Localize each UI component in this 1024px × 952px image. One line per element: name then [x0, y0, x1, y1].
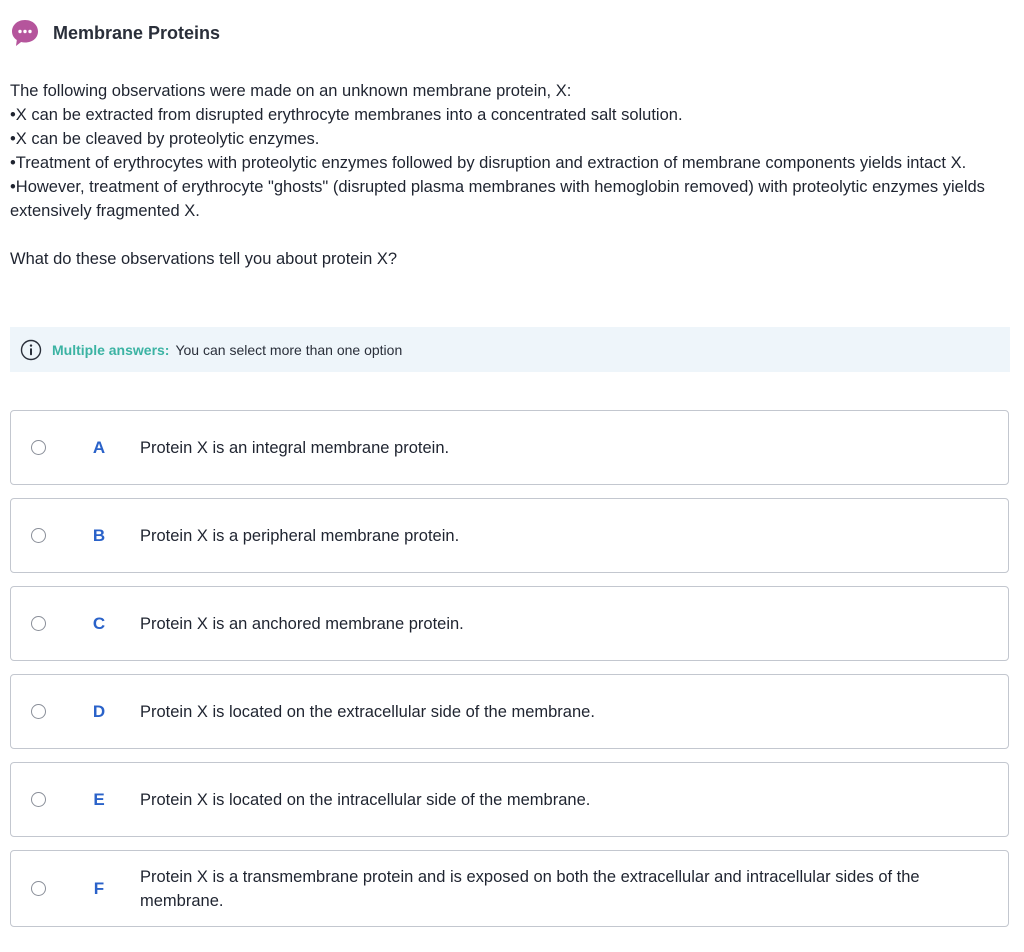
- option-text: Protein X is an integral membrane protein.: [140, 438, 450, 457]
- radio-button[interactable]: [31, 440, 46, 455]
- question-body: [10, 79, 1010, 271]
- observation-item: •X can be cleaved by proteolytic enzymes.: [10, 130, 320, 148]
- observation-item: •However, treatment of erythrocyte "ghosts" (disrupted plasma membranes with hemoglobin removed) with proteolytic enzymes yields extensively fragmented X.: [10, 178, 985, 220]
- chat-bubble-icon: [10, 18, 40, 48]
- option-text: Protein X is located on the intracellular side of the membrane.: [140, 790, 591, 809]
- option-letter: A: [92, 437, 106, 457]
- option-text: Protein X is a transmembrane protein and is exposed on both the extracellular and intracellular sides of the membrane.: [140, 867, 920, 910]
- observation-item: •X can be extracted from disrupted erythrocyte membranes into a concentrated salt solution.: [10, 106, 683, 124]
- answer-option-f[interactable]: [10, 850, 1009, 927]
- answer-option-d[interactable]: [10, 674, 1009, 749]
- answer-option-a[interactable]: [10, 410, 1009, 485]
- question-intro: The following observations were made on an unknown membrane protein, X:: [10, 82, 572, 100]
- question-prompt: What do these observations tell you about protein X?: [10, 250, 398, 268]
- option-letter: B: [92, 525, 106, 545]
- option-text: Protein X is an anchored membrane protein.: [140, 614, 464, 633]
- answer-option-b[interactable]: [10, 498, 1009, 573]
- radio-button[interactable]: [31, 528, 46, 543]
- option-text: Protein X is located on the extracellular side of the membrane.: [140, 702, 595, 721]
- banner-text: You can select more than one option: [175, 341, 403, 358]
- banner-label: Multiple answers:: [52, 341, 170, 358]
- radio-button[interactable]: [31, 704, 46, 719]
- answer-option-c[interactable]: [10, 586, 1009, 661]
- option-letter: C: [92, 613, 106, 633]
- info-circle-icon: [20, 339, 42, 361]
- radio-button[interactable]: [31, 792, 46, 807]
- header: [10, 18, 220, 48]
- page-title: Membrane Proteins: [53, 22, 221, 43]
- option-letter: E: [93, 789, 105, 809]
- option-text: Protein X is a peripheral membrane protein.: [140, 526, 460, 545]
- radio-button[interactable]: [31, 881, 46, 896]
- option-letter: D: [92, 701, 106, 721]
- multiple-answers-banner: [10, 327, 1010, 372]
- observation-item: •Treatment of erythrocytes with proteolytic enzymes followed by disruption and extraction of membrane components yields intact X.: [10, 154, 967, 172]
- answer-option-e[interactable]: [10, 762, 1009, 837]
- option-letter: F: [93, 878, 105, 898]
- radio-button[interactable]: [31, 616, 46, 631]
